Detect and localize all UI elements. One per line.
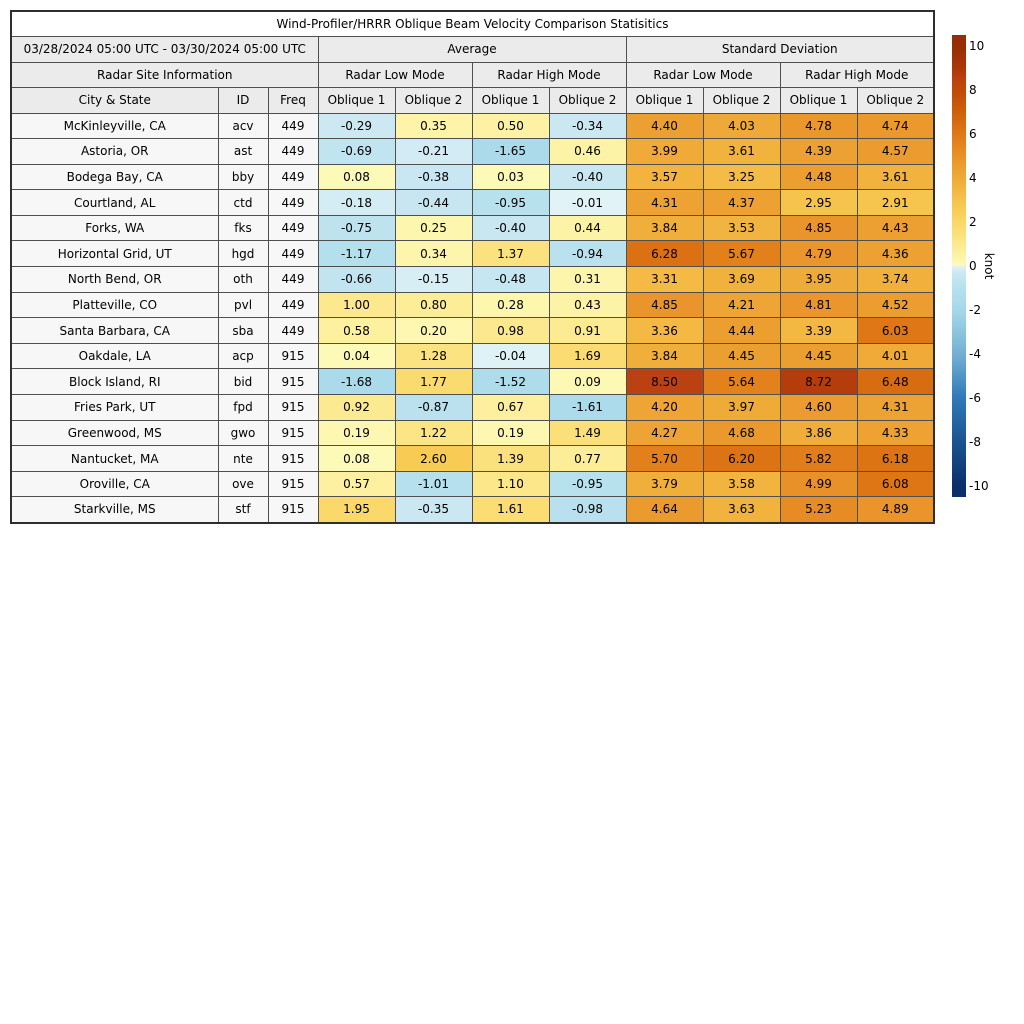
value-cell: 4.78: [780, 113, 857, 139]
value-cell: 4.39: [780, 139, 857, 165]
colorbar-tick-label: -10: [969, 479, 989, 493]
colorbar-unit-label: knot: [982, 252, 996, 280]
value-cell: 4.79: [780, 241, 857, 267]
value-cell: 4.81: [780, 292, 857, 318]
city-cell: Greenwood, MS: [11, 420, 218, 446]
colorbar-tick-label: 2: [969, 215, 977, 229]
value-cell: 4.01: [857, 343, 934, 369]
value-cell: 4.45: [703, 343, 780, 369]
column-header-oblique: Oblique 2: [549, 88, 626, 114]
value-cell: 3.97: [703, 395, 780, 421]
value-cell: 0.77: [549, 446, 626, 472]
table-row: [11, 267, 934, 293]
freq-cell: 915: [268, 497, 318, 523]
site-id-cell: oth: [218, 267, 268, 293]
table-row: [11, 215, 934, 241]
value-cell: -0.98: [549, 497, 626, 523]
city-cell: North Bend, OR: [11, 267, 218, 293]
value-cell: 4.45: [780, 343, 857, 369]
value-cell: 3.86: [780, 420, 857, 446]
value-cell: 0.04: [318, 343, 395, 369]
value-cell: 0.03: [472, 164, 549, 190]
value-cell: 3.95: [780, 267, 857, 293]
value-cell: 0.44: [549, 215, 626, 241]
mode-header-low-avg: Radar Low Mode: [318, 62, 472, 88]
value-cell: -0.35: [395, 497, 472, 523]
freq-cell: 449: [268, 139, 318, 165]
site-id-cell: fks: [218, 215, 268, 241]
value-cell: 0.09: [549, 369, 626, 395]
value-cell: 4.31: [857, 395, 934, 421]
column-header-id: ID: [218, 88, 268, 114]
value-cell: 1.22: [395, 420, 472, 446]
data-rows: [11, 113, 934, 523]
colorbar-tick-label: 4: [969, 171, 977, 185]
site-id-cell: bby: [218, 164, 268, 190]
value-cell: 0.20: [395, 318, 472, 344]
table-row: [11, 241, 934, 267]
freq-cell: 449: [268, 190, 318, 216]
value-cell: 0.58: [318, 318, 395, 344]
value-cell: 4.21: [703, 292, 780, 318]
site-id-cell: hgd: [218, 241, 268, 267]
header-rows: [11, 11, 934, 113]
value-cell: 4.48: [780, 164, 857, 190]
freq-cell: 915: [268, 369, 318, 395]
group-header-row: [11, 37, 934, 63]
mode-header-row: [11, 62, 934, 88]
value-cell: 0.92: [318, 395, 395, 421]
value-cell: -0.69: [318, 139, 395, 165]
value-cell: 3.99: [626, 139, 703, 165]
table-row: [11, 139, 934, 165]
value-cell: -0.38: [395, 164, 472, 190]
value-cell: 0.28: [472, 292, 549, 318]
table-row: [11, 446, 934, 472]
value-cell: 4.85: [626, 292, 703, 318]
value-cell: -0.48: [472, 267, 549, 293]
site-id-cell: ctd: [218, 190, 268, 216]
table-row: [11, 113, 934, 139]
value-cell: 3.57: [626, 164, 703, 190]
column-header-oblique: Oblique 1: [780, 88, 857, 114]
site-id-cell: pvl: [218, 292, 268, 318]
value-cell: 3.31: [626, 267, 703, 293]
value-cell: 3.84: [626, 215, 703, 241]
freq-cell: 915: [268, 420, 318, 446]
value-cell: 0.80: [395, 292, 472, 318]
value-cell: -0.94: [549, 241, 626, 267]
value-cell: 0.08: [318, 446, 395, 472]
value-cell: 4.68: [703, 420, 780, 446]
value-cell: -1.52: [472, 369, 549, 395]
value-cell: 6.20: [703, 446, 780, 472]
city-cell: Astoria, OR: [11, 139, 218, 165]
table-row: [11, 471, 934, 497]
value-cell: -0.15: [395, 267, 472, 293]
value-cell: 3.79: [626, 471, 703, 497]
city-cell: Platteville, CO: [11, 292, 218, 318]
value-cell: 8.50: [626, 369, 703, 395]
site-info-header: Radar Site Information: [11, 62, 318, 88]
value-cell: 3.58: [703, 471, 780, 497]
value-cell: 5.82: [780, 446, 857, 472]
column-header-oblique: Oblique 2: [395, 88, 472, 114]
value-cell: 4.36: [857, 241, 934, 267]
value-cell: -1.17: [318, 241, 395, 267]
city-cell: Oakdale, LA: [11, 343, 218, 369]
value-cell: 1.77: [395, 369, 472, 395]
value-cell: 1.61: [472, 497, 549, 523]
value-cell: 0.46: [549, 139, 626, 165]
value-cell: 1.37: [472, 241, 549, 267]
colorbar-tick-label: -8: [969, 435, 981, 449]
value-cell: 0.50: [472, 113, 549, 139]
table-row: [11, 369, 934, 395]
value-cell: 2.91: [857, 190, 934, 216]
value-cell: 1.28: [395, 343, 472, 369]
freq-cell: 915: [268, 471, 318, 497]
column-header-oblique: Oblique 1: [318, 88, 395, 114]
site-id-cell: acp: [218, 343, 268, 369]
mode-header-high-avg: Radar High Mode: [472, 62, 626, 88]
site-id-cell: fpd: [218, 395, 268, 421]
freq-cell: 449: [268, 267, 318, 293]
value-cell: 4.64: [626, 497, 703, 523]
city-cell: Courtland, AL: [11, 190, 218, 216]
value-cell: 6.48: [857, 369, 934, 395]
value-cell: -0.95: [549, 471, 626, 497]
freq-cell: 449: [268, 241, 318, 267]
value-cell: 4.27: [626, 420, 703, 446]
city-cell: McKinleyville, CA: [11, 113, 218, 139]
value-cell: 0.08: [318, 164, 395, 190]
colorbar-gradient: [952, 35, 966, 497]
freq-cell: 915: [268, 395, 318, 421]
value-cell: 4.52: [857, 292, 934, 318]
freq-cell: 449: [268, 113, 318, 139]
freq-cell: 915: [268, 343, 318, 369]
value-cell: 0.31: [549, 267, 626, 293]
freq-cell: 449: [268, 292, 318, 318]
value-cell: 4.31: [626, 190, 703, 216]
column-header-row: [11, 88, 934, 114]
value-cell: 4.37: [703, 190, 780, 216]
table-row: [11, 343, 934, 369]
value-cell: -0.44: [395, 190, 472, 216]
value-cell: 6.18: [857, 446, 934, 472]
value-cell: 1.10: [472, 471, 549, 497]
table-title: Wind-Profiler/HRRR Oblique Beam Velocity Comparison Statisitics: [11, 11, 934, 37]
value-cell: 5.64: [703, 369, 780, 395]
mode-header-high-std: Radar High Mode: [780, 62, 934, 88]
value-cell: 3.61: [703, 139, 780, 165]
value-cell: -0.21: [395, 139, 472, 165]
value-cell: 5.23: [780, 497, 857, 523]
value-cell: -1.65: [472, 139, 549, 165]
value-cell: 3.61: [857, 164, 934, 190]
value-cell: 4.44: [703, 318, 780, 344]
column-header-oblique: Oblique 2: [703, 88, 780, 114]
column-header-city: City & State: [11, 88, 218, 114]
value-cell: 3.39: [780, 318, 857, 344]
value-cell: 4.74: [857, 113, 934, 139]
value-cell: 4.43: [857, 215, 934, 241]
site-id-cell: ast: [218, 139, 268, 165]
value-cell: 0.98: [472, 318, 549, 344]
value-cell: 4.99: [780, 471, 857, 497]
group-header-average: Average: [318, 37, 626, 63]
value-cell: 0.67: [472, 395, 549, 421]
value-cell: 2.60: [395, 446, 472, 472]
freq-cell: 449: [268, 215, 318, 241]
value-cell: -0.04: [472, 343, 549, 369]
value-cell: -0.40: [472, 215, 549, 241]
value-cell: 4.03: [703, 113, 780, 139]
value-cell: -1.01: [395, 471, 472, 497]
city-cell: Horizontal Grid, UT: [11, 241, 218, 267]
city-cell: Nantucket, MA: [11, 446, 218, 472]
value-cell: -0.87: [395, 395, 472, 421]
value-cell: 1.39: [472, 446, 549, 472]
stats-table: [10, 10, 935, 524]
value-cell: 0.91: [549, 318, 626, 344]
colorbar-tick-label: -6: [969, 391, 981, 405]
value-cell: 5.67: [703, 241, 780, 267]
table-row: [11, 164, 934, 190]
value-cell: -0.40: [549, 164, 626, 190]
value-cell: 4.57: [857, 139, 934, 165]
value-cell: -0.95: [472, 190, 549, 216]
column-header-oblique: Oblique 2: [857, 88, 934, 114]
freq-cell: 915: [268, 446, 318, 472]
colorbar-tick-label: 10: [969, 39, 985, 53]
site-id-cell: sba: [218, 318, 268, 344]
site-id-cell: nte: [218, 446, 268, 472]
value-cell: -1.61: [549, 395, 626, 421]
value-cell: -1.68: [318, 369, 395, 395]
value-cell: 1.00: [318, 292, 395, 318]
value-cell: -0.29: [318, 113, 395, 139]
value-cell: 8.72: [780, 369, 857, 395]
value-cell: 3.36: [626, 318, 703, 344]
value-cell: -0.18: [318, 190, 395, 216]
site-id-cell: stf: [218, 497, 268, 523]
column-header-oblique: Oblique 1: [472, 88, 549, 114]
city-cell: Block Island, RI: [11, 369, 218, 395]
value-cell: 3.25: [703, 164, 780, 190]
value-cell: 5.70: [626, 446, 703, 472]
value-cell: 4.60: [780, 395, 857, 421]
colorbar: [952, 35, 1022, 497]
value-cell: 3.53: [703, 215, 780, 241]
colorbar-tick-label: -4: [969, 347, 981, 361]
value-cell: 4.40: [626, 113, 703, 139]
city-cell: Fries Park, UT: [11, 395, 218, 421]
value-cell: 2.95: [780, 190, 857, 216]
table-row: [11, 190, 934, 216]
city-cell: Bodega Bay, CA: [11, 164, 218, 190]
value-cell: 0.19: [318, 420, 395, 446]
value-cell: 3.84: [626, 343, 703, 369]
site-id-cell: acv: [218, 113, 268, 139]
value-cell: 0.35: [395, 113, 472, 139]
site-id-cell: gwo: [218, 420, 268, 446]
value-cell: 4.85: [780, 215, 857, 241]
site-id-cell: ove: [218, 471, 268, 497]
table-row: [11, 420, 934, 446]
table-row: [11, 395, 934, 421]
table-row: [11, 318, 934, 344]
value-cell: 0.25: [395, 215, 472, 241]
table-row: [11, 292, 934, 318]
city-cell: Oroville, CA: [11, 471, 218, 497]
value-cell: 0.34: [395, 241, 472, 267]
value-cell: 6.28: [626, 241, 703, 267]
title-row: [11, 11, 934, 37]
value-cell: 4.89: [857, 497, 934, 523]
colorbar-tick-label: 8: [969, 83, 977, 97]
freq-cell: 449: [268, 318, 318, 344]
value-cell: 1.95: [318, 497, 395, 523]
value-cell: 0.57: [318, 471, 395, 497]
colorbar-tick-label: 6: [969, 127, 977, 141]
value-cell: 0.43: [549, 292, 626, 318]
value-cell: 1.49: [549, 420, 626, 446]
site-id-cell: bid: [218, 369, 268, 395]
column-header-oblique: Oblique 1: [626, 88, 703, 114]
value-cell: 1.69: [549, 343, 626, 369]
colorbar-tick-label: -2: [969, 303, 981, 317]
value-cell: -0.01: [549, 190, 626, 216]
value-cell: 6.03: [857, 318, 934, 344]
value-cell: 0.19: [472, 420, 549, 446]
value-cell: -0.34: [549, 113, 626, 139]
table-row: [11, 497, 934, 523]
value-cell: 4.20: [626, 395, 703, 421]
group-header-standard-deviation: Standard Deviation: [626, 37, 934, 63]
mode-header-low-std: Radar Low Mode: [626, 62, 780, 88]
date-range: 03/28/2024 05:00 UTC - 03/30/2024 05:00 UTC: [11, 37, 318, 63]
colorbar-tick-label: 0: [969, 259, 977, 273]
value-cell: 3.63: [703, 497, 780, 523]
value-cell: 4.33: [857, 420, 934, 446]
city-cell: Starkville, MS: [11, 497, 218, 523]
city-cell: Santa Barbara, CA: [11, 318, 218, 344]
column-header-freq: Freq: [268, 88, 318, 114]
freq-cell: 449: [268, 164, 318, 190]
value-cell: 3.69: [703, 267, 780, 293]
value-cell: 6.08: [857, 471, 934, 497]
value-cell: 3.74: [857, 267, 934, 293]
city-cell: Forks, WA: [11, 215, 218, 241]
value-cell: -0.66: [318, 267, 395, 293]
value-cell: -0.75: [318, 215, 395, 241]
